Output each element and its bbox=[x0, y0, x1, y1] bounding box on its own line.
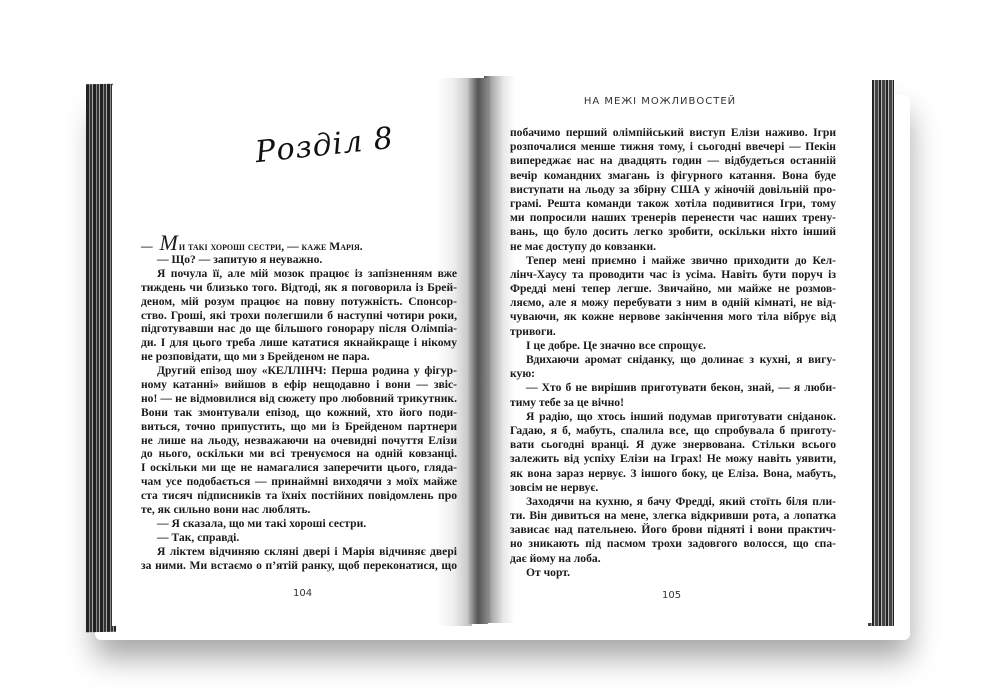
text-line: Я радію, що хтось інший подумав приготувати сніданок. bbox=[526, 409, 836, 423]
text-line: залежить від успіху Елізи на Іграх! Не можу навіть уявити, bbox=[510, 452, 836, 466]
text-line: вечір командних змагань із фігурного катання. Вона буде bbox=[510, 168, 836, 182]
text-line: чам усе подобається — принаймні виходячи з моїх майже bbox=[141, 475, 457, 489]
text-line: тиму тебе за це вічно! bbox=[510, 395, 624, 409]
text-line: Вдихаючи аромат сніданку, що долинає з кухні, я вигу- bbox=[526, 353, 836, 366]
chapter-title: Розділ 8 bbox=[253, 120, 396, 171]
opening-dash: — bbox=[141, 240, 153, 253]
text-line: ляємо, але я можу перебувати з ним в одній кімнаті, не від- bbox=[510, 296, 836, 310]
text-line: виться, точно припустить, що ми із Брейденом партнери bbox=[141, 419, 457, 433]
text-line: як вона зараз нервує. З іншого боку, це Еліза. Вона, мабуть, bbox=[510, 466, 836, 480]
text-line: побачимо перший олімпійський виступ Елізи наживо. Ігри bbox=[510, 126, 836, 139]
text-line: — Хто б не вирішив приготувати бекон, знай, — я люби- bbox=[526, 381, 836, 395]
text-line: грамі. Решта команди також хотіла подивитися Ігри, тому bbox=[510, 196, 836, 210]
text-line: деном, мій розум працює на повну потужність. Спонсор- bbox=[141, 294, 457, 308]
first-line-text: и такі хороші сестри, — каже Марія. bbox=[178, 240, 363, 253]
text-line: тиждень чи близько того. Відтоді, як я поговорила із Брей- bbox=[141, 280, 457, 294]
text-line bbox=[141, 230, 457, 255]
text-line: Я ліктем відчиняю скляні двері і Марія відчиняє двері bbox=[157, 544, 457, 558]
text-line: І це добре. Це значно все спрощує. bbox=[526, 338, 706, 352]
text-line: но зникають під пасмом трохи задовгого волосся, що спа- bbox=[510, 537, 836, 551]
text-line: лінч-Хаусу та проводити час із усіма. Навіть бути поруч із bbox=[510, 267, 836, 281]
page-number-left: 104 bbox=[293, 588, 313, 599]
text-line: — Так, справді. bbox=[157, 530, 240, 544]
running-header: НА МЕЖІ МОЖЛИВОСТЕЙ bbox=[583, 96, 737, 107]
text-line: ди. І для цього треба лише кататися якнайкраще і нікому bbox=[141, 336, 457, 350]
text-line: Гадаю, я б, мабуть, спалила все, що спробувала б приготу- bbox=[510, 423, 836, 437]
text-line: кую: bbox=[510, 367, 536, 381]
book-gutter bbox=[468, 78, 488, 624]
text-line: розпочалися менше тижня тому, і сьогодні ввечері — Пекін bbox=[510, 140, 836, 154]
text-line: випереджає нас на двадцять годин — відбудеться останній bbox=[510, 154, 836, 168]
text-line: ному катанні» вийшов в ефір нещодавно і вони — звіс- bbox=[141, 378, 457, 392]
drop-cap: М bbox=[159, 230, 178, 255]
text-line: зовсім не нервує. bbox=[510, 480, 599, 494]
text-line: Заходячи на кухню, я бачу Фредді, який стоїть біля пли- bbox=[526, 494, 836, 508]
text-line: ста тисяч підписників та їхніх постійних повідомлень про bbox=[141, 489, 457, 503]
text-line: те, як сильно вони нас люблять. bbox=[141, 503, 311, 517]
text-line: за ними. Ми встаємо о п’ятій ранку, щоб переконатися, що bbox=[141, 558, 457, 572]
text-line: Вони так змонтували епізод, що кожний, хто його поди- bbox=[141, 405, 457, 419]
text-line: тривоги. bbox=[510, 324, 556, 338]
text-line: но! — не відмовилися від сюжету про любовний трикутник. bbox=[141, 391, 457, 405]
text-line: Другий епізод шоу «КЕЛЛІНЧ: Перша родина у фігур- bbox=[157, 364, 457, 378]
text-line: дає йому на лоба. bbox=[510, 551, 601, 565]
text-line: до нього, оскільки ми всі тренуємося на одній ковзанці. bbox=[141, 447, 457, 461]
left-page-text bbox=[141, 230, 457, 572]
text-line: Тепер мені приємно і майже звично приходити до Кел- bbox=[526, 253, 836, 267]
text-line: От чорт. bbox=[526, 565, 570, 579]
text-line: Я почула її, але мій мозок працює із запізненням вже bbox=[157, 266, 457, 280]
text-line: вань, що було досить легко зробити, оскільки ніхто інший bbox=[510, 225, 836, 239]
text-line: зависає над пательнею. Його брови підняті і вони практич- bbox=[510, 523, 836, 537]
text-line: не лише на льоду, незважаючи на очевидні почуття Елізи bbox=[141, 433, 457, 447]
right-page-text bbox=[510, 126, 836, 580]
page-number-right: 105 bbox=[662, 590, 682, 601]
text-line: І оскільки ми ще не намагалися заперечити цього, гляда- bbox=[141, 461, 457, 475]
text-line: ти. Він дивиться на мене, злегка відкривши рота, а лопатка bbox=[510, 509, 836, 523]
text-line: Фредді мені тепер легше. Звичайно, ми майже не розмов- bbox=[510, 282, 836, 296]
text-line: не має доступу до ковзанки. bbox=[510, 239, 657, 253]
text-line: ми попросили наших тренерів перенести час наших трену- bbox=[510, 211, 836, 225]
text-line: виступати на льоду за збірну США у жіночій довільній про- bbox=[510, 182, 836, 196]
text-line: — Я сказала, що ми такі хороші сестри. bbox=[157, 516, 367, 530]
text-line: ство. Гроші, які трохи полегшили б наступні чотири роки, bbox=[141, 308, 457, 322]
text-line: вати сьогодні вранці. Я дуже знервована. Стільки всього bbox=[510, 438, 836, 452]
text-line: підготувавши нас до ще більшого гонорару після Олімпіа- bbox=[141, 322, 457, 336]
text-line: не розповідати, що ми з Брейденом не пара. bbox=[141, 350, 370, 364]
text-line: — Що? — запитую я неуважно. bbox=[157, 253, 323, 266]
text-line: чуваючи, як кожне нервове закінчення мого тіла вібрує від bbox=[510, 310, 836, 324]
